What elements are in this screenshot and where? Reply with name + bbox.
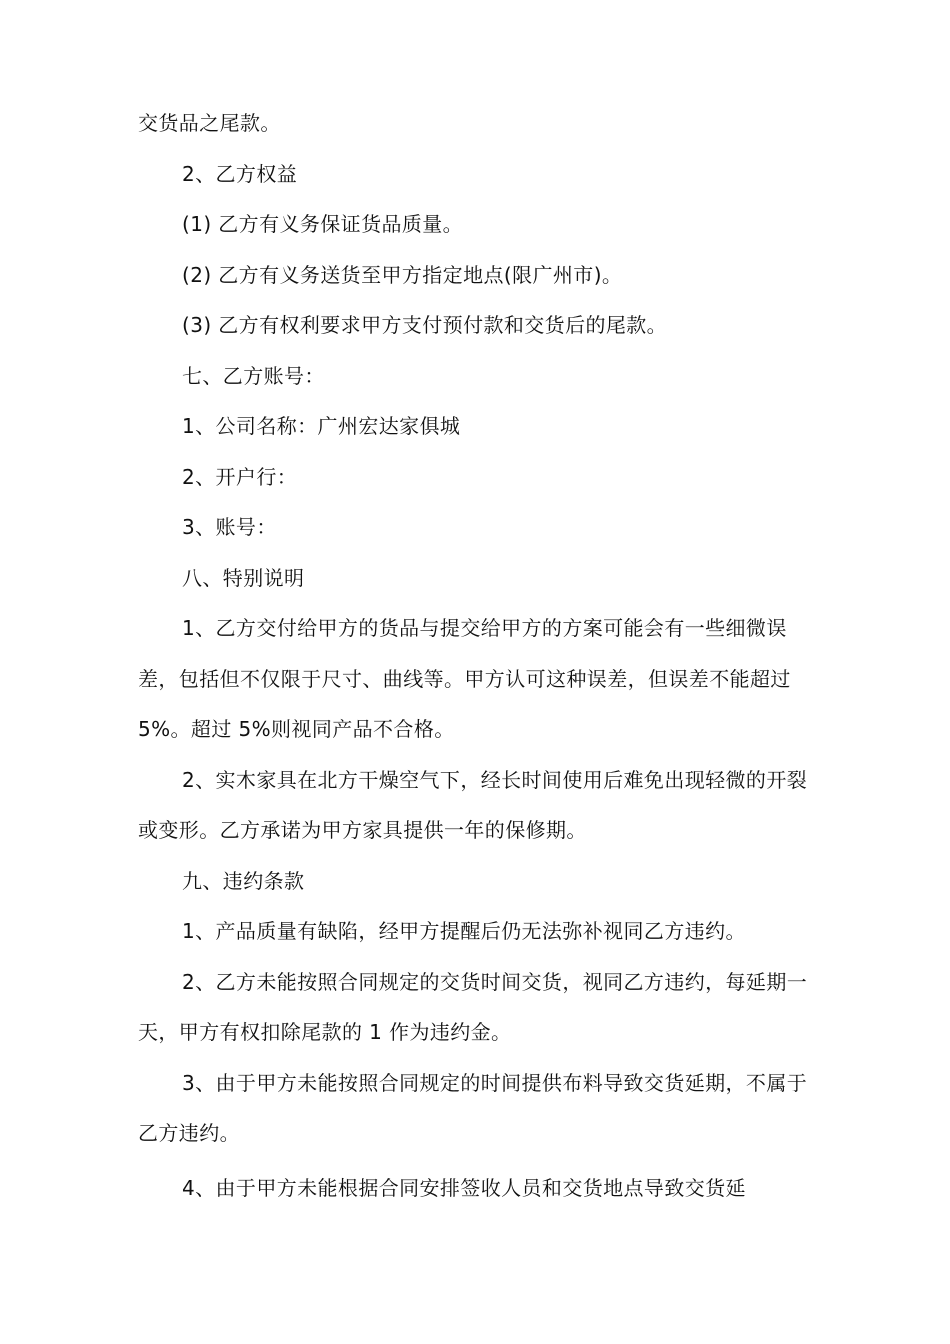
paragraph-breach-4: 4、由于甲方未能根据合同安排签收人员和交货地点导致交货延 [182, 1175, 746, 1200]
paragraph-company-name: 1、公司名称：广州宏达家俱城 [182, 414, 461, 438]
paragraph-tail-payment: 交货品之尾款。 [138, 111, 281, 135]
section-heading-account: 七、乙方账号： [182, 363, 325, 388]
paragraph-rights-3: (3) 乙方有权利要求甲方支付预付款和交货后的尾款。 [182, 313, 668, 337]
section-heading-breach-clauses: 九、违约条款 [182, 868, 305, 893]
paragraph-rights-1: (1) 乙方有义务保证货品质量。 [182, 212, 464, 236]
paragraph-breach-3: 3、由于甲方未能按照合同规定的时间提供布料导致交货延期，不属于乙方违约。 [138, 1070, 808, 1145]
paragraph-breach-2: 2、乙方未能按照合同规定的交货时间交货，视同乙方违约，每延期一天，甲方有权扣除尾款的 1 作为违约金。 [138, 969, 808, 1044]
paragraph-breach-1: 1、产品质量有缺陷，经甲方提醒后仍无法弥补视同乙方违约。 [182, 919, 746, 943]
paragraph-rights-2: (2) 乙方有义务送货至甲方指定地点(限广州市)。 [182, 262, 623, 287]
document-body [138, 98, 810, 1213]
section-heading-special-notes: 八、特别说明 [182, 565, 305, 590]
paragraph-party-b-rights-heading: 2、乙方权益 [182, 161, 298, 186]
paragraph-special-note-1: 1、乙方交付给甲方的货品与提交给甲方的方案可能会有一些细微误差，包括但不仅限于尺寸、曲线等。甲方认可这种误差，但误差不能超过 5%。超过 5%则视同产品不合格。 [138, 616, 791, 741]
paragraph-account-number: 3、账号： [182, 515, 277, 539]
paragraph-special-note-2: 2、实木家具在北方干燥空气下，经长时间使用后难免出现轻微的开裂或变形。乙方承诺为甲方家具提供一年的保修期。 [138, 767, 808, 842]
paragraph-bank: 2、开户行： [182, 464, 298, 489]
